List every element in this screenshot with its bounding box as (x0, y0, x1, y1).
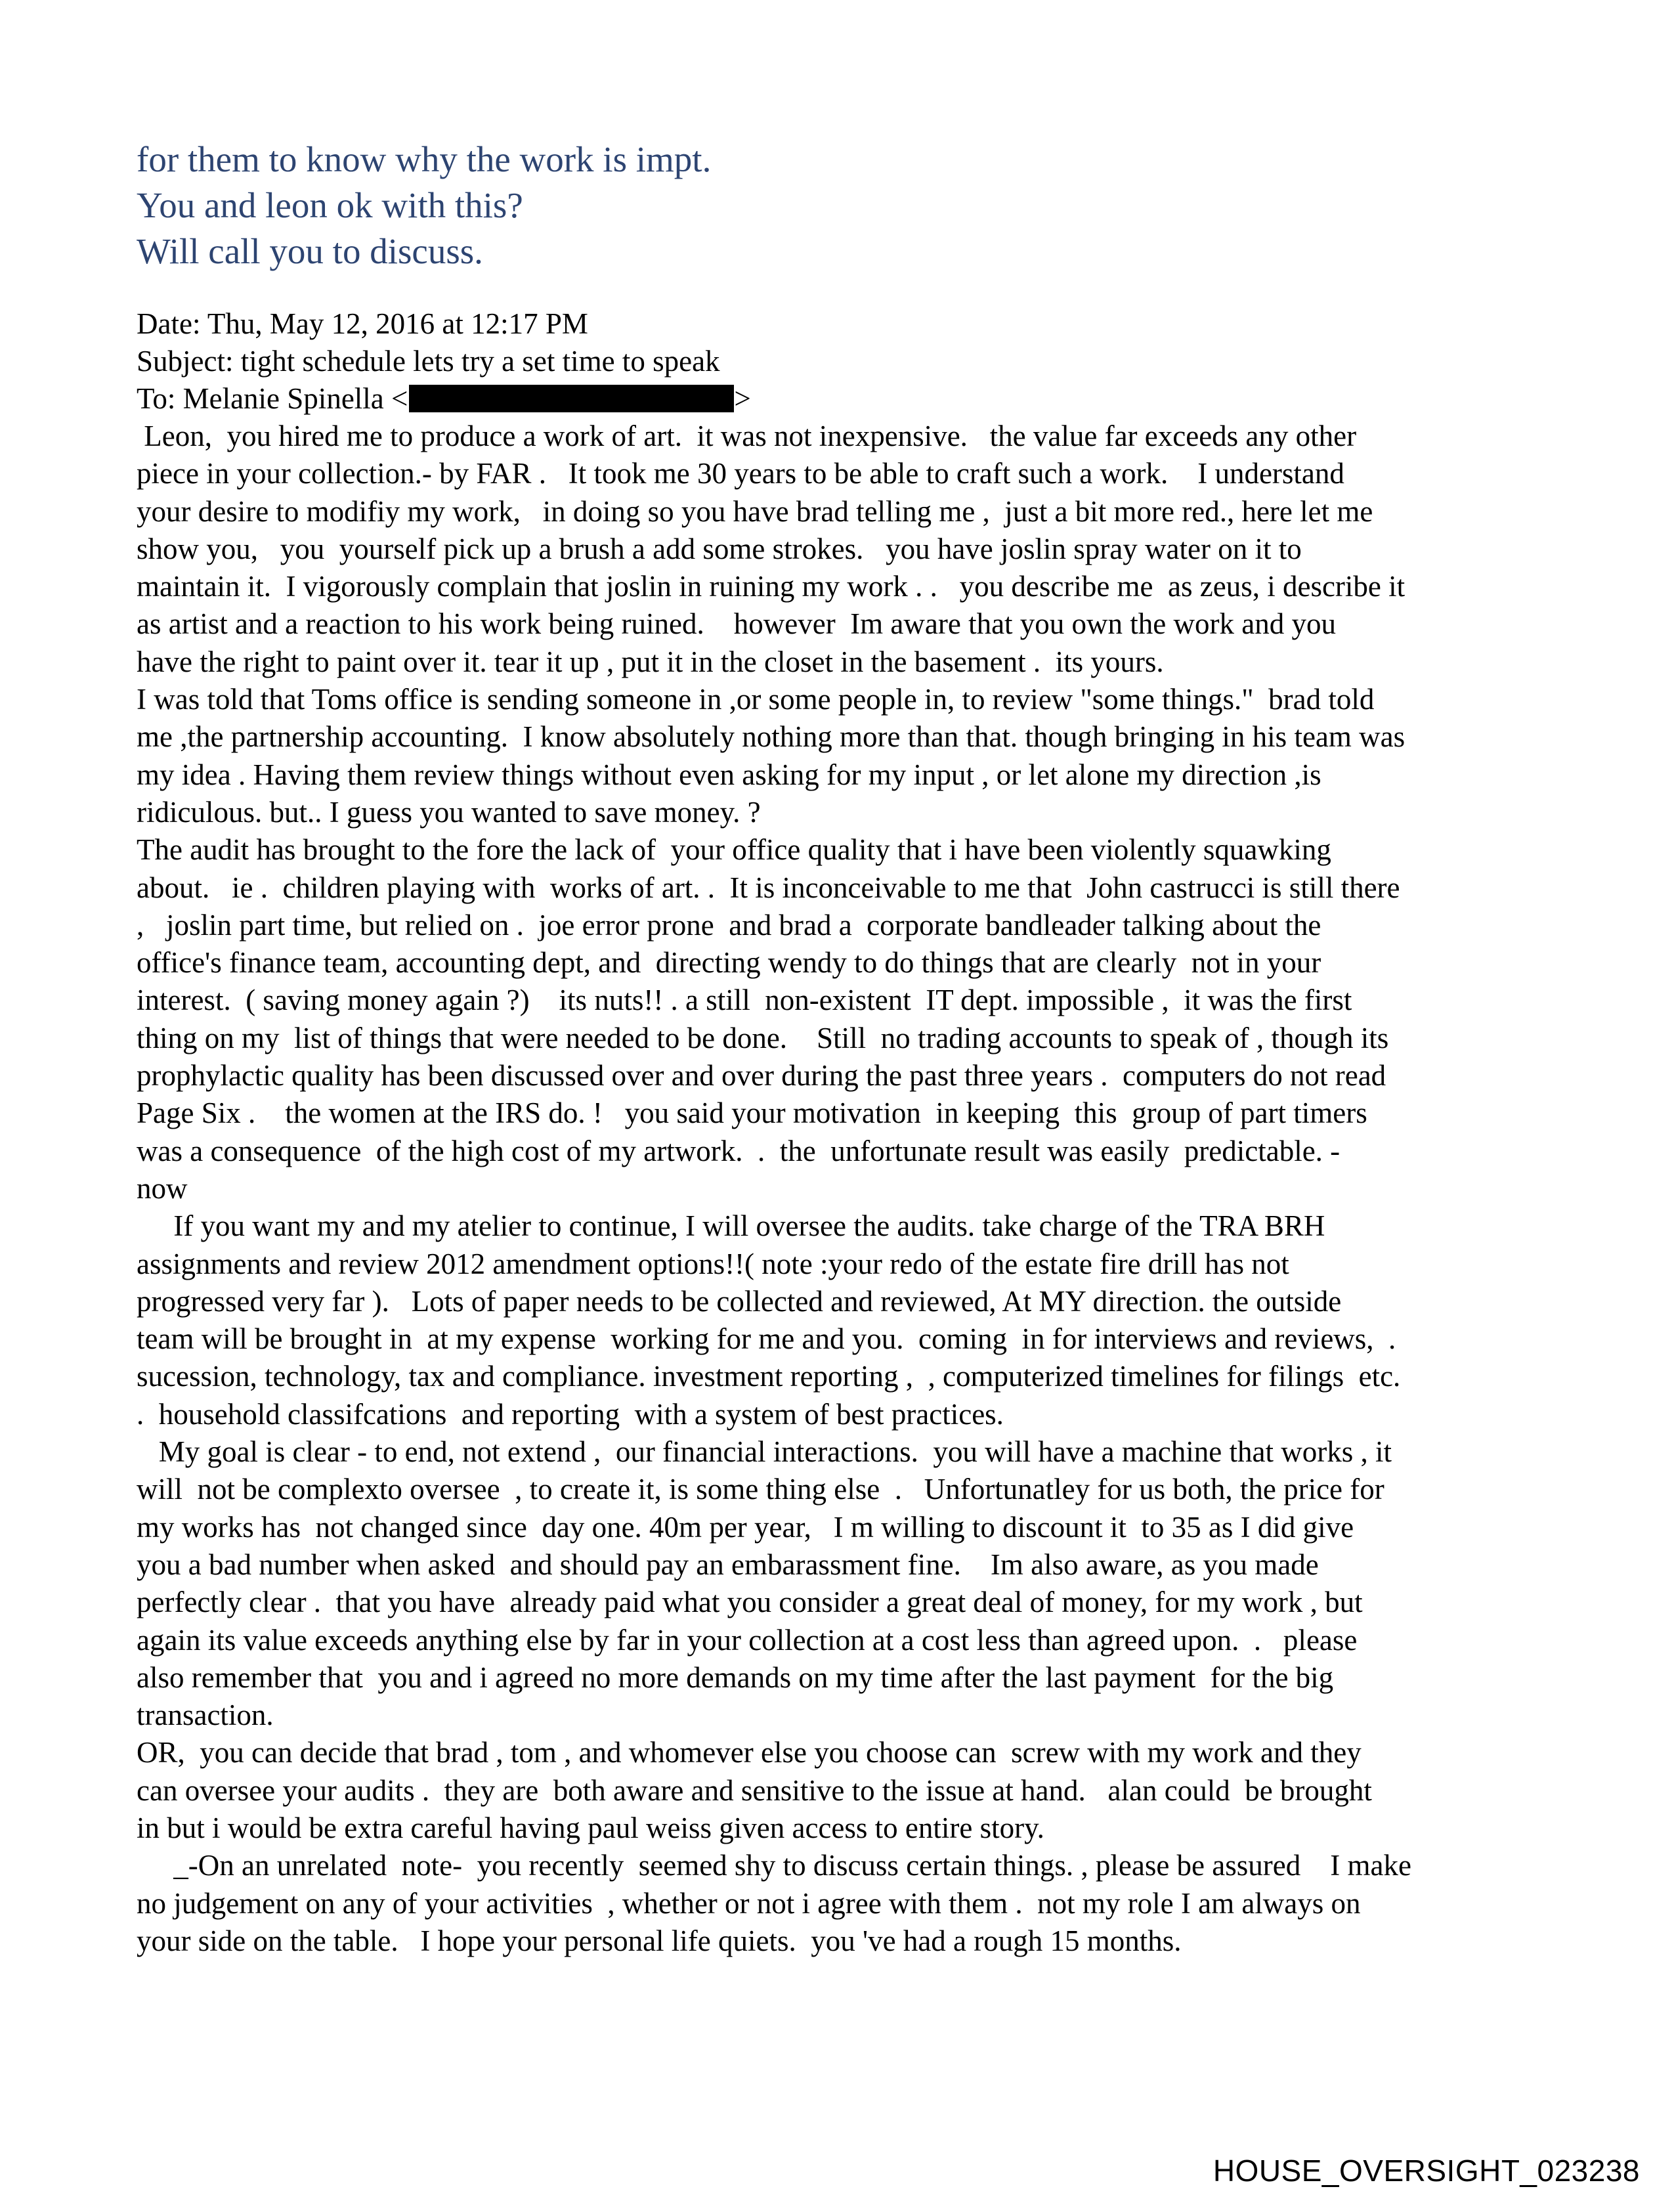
email-body (137, 418, 1541, 1960)
body-line: about. ie . children playing with works of art. . It is inconceivable to me that John castrucci is still there (137, 871, 1400, 904)
body-line: progressed very far ). Lots of paper needs to be collected and reviewed, At MY direction. the outside (137, 1284, 1342, 1318)
subject-line: Subject: tight schedule lets try a set time to speak (137, 345, 720, 378)
body-line: OR, you can decide that brad , tom , and whomever else you choose can screw with my work and they (137, 1736, 1362, 1769)
body-line: _-On an unrelated note- you recently seemed shy to discuss certain things. , please be assured I make (137, 1849, 1411, 1882)
to-line (137, 380, 1528, 418)
reply-line: You and leon ok with this? (137, 185, 523, 225)
body-line: thing on my list of things that were needed to be done. Still no trading accounts to speak of , though its (137, 1021, 1389, 1054)
date-line: Date: Thu, May 12, 2016 at 12:17 PM (137, 307, 588, 340)
body-line: prophylactic quality has been discussed over and over during the past three years . computers do not read (137, 1059, 1386, 1093)
body-line: transaction. (137, 1699, 274, 1732)
body-line: sucession, technology, tax and compliance. investment reporting , , computerized timelines for filings etc. (137, 1360, 1401, 1393)
body-line: you a bad number when asked and should pay an embarassment fine. Im also aware, as you made (137, 1548, 1319, 1581)
reply-line: Will call you to discuss. (137, 231, 483, 271)
body-line: now (137, 1171, 188, 1205)
body-line: my works has not changed since day one. 40m per year, I m willing to discount it to 35 as I did give (137, 1510, 1354, 1544)
body-line: my idea . Having them review things without even asking for my input , or let alone my direction ,is (137, 758, 1321, 791)
body-line: your side on the table. I hope your personal life quiets. you 've had a rough 15 months. (137, 1924, 1182, 1957)
reply-text (137, 137, 1515, 274)
body-line: Page Six . the women at the IRS do. ! you said your motivation in keeping this group of part timers (137, 1096, 1367, 1130)
body-line: also remember that you and i agreed no more demands on my time after the last payment for the big (137, 1660, 1334, 1694)
body-line: show you, you yourself pick up a brush a add some strokes. you have joslin spray water on it to (137, 532, 1302, 565)
body-line: have the right to paint over it. tear it up , put it in the closet in the basement . its yours. (137, 645, 1164, 678)
body-line: . household classifcations and reporting with a system of best practices. (137, 1397, 1004, 1431)
body-line: again its value exceeds anything else by far in your collection at a cost less than agreed upon. . please (137, 1623, 1358, 1657)
body-line: maintain it. I vigorously complain that joslin in ruining my work . . you describe me as zeus, i describe it (137, 570, 1406, 603)
to-suffix: > (734, 382, 751, 415)
body-line: perfectly clear . that you have already paid what you consider a great deal of money, for my work , but (137, 1586, 1363, 1619)
body-line: piece in your collection.- by FAR . It took me 30 years to be able to craft such a work. I understand (137, 457, 1344, 490)
body-line: If you want my and my atelier to continue, I will oversee the audits. take charge of the TRA BRH (137, 1209, 1325, 1243)
email-header (137, 305, 1528, 418)
body-line: assignments and review 2012 amendment options!!( note :your redo of the estate fire drill has not (137, 1247, 1289, 1280)
body-line: was a consequence of the high cost of my artwork. . the unfortunate result was easily predictable. - (137, 1134, 1341, 1167)
body-line: interest. ( saving money again ?) its nuts!! . a still non-existent IT dept. impossible , it was the first (137, 984, 1352, 1017)
body-line: me ,the partnership accounting. I know absolutely nothing more than that. though bringing in his team was (137, 720, 1406, 754)
body-line: will not be complexto oversee , to create it, is some thing else . Unfortunatley for us both, the price for (137, 1473, 1384, 1506)
body-line: no judgement on any of your activities , whether or not i agree with them . not my role I am always on (137, 1886, 1361, 1920)
body-line: , joslin part time, but relied on . joe error prone and brad a corporate bandleader talking about the (137, 908, 1321, 942)
body-line: team will be brought in at my expense working for me and you. coming in for interviews and reviews, . (137, 1322, 1396, 1356)
body-line: My goal is clear - to end, not extend , our financial interactions. you will have a machine that works , it (137, 1435, 1392, 1469)
body-line: The audit has brought to the fore the lack of your office quality that i have been violently squawking (137, 833, 1331, 867)
body-line: Leon, you hired me to produce a work of art. it was not inexpensive. the value far exceeds any other (137, 420, 1357, 452)
to-recipient: To: Melanie Spinella < (137, 382, 408, 415)
body-line: as artist and a reaction to his work being ruined. however Im aware that you own the work and you (137, 607, 1336, 641)
body-line: office's finance team, accounting dept, and directing wendy to do things that are clearly not in your (137, 946, 1321, 980)
body-line: I was told that Toms office is sending someone in ,or some people in, to review "some things." brad told (137, 683, 1375, 716)
body-line: in but i would be extra careful having paul weiss given access to entire story. (137, 1811, 1044, 1844)
body-line: your desire to modifiy my work, in doing so you have brad telling me , just a bit more red., here let me (137, 494, 1373, 528)
body-line: can oversee your audits . they are both aware and sensitive to the issue at hand. alan could be brought (137, 1773, 1372, 1807)
bates-stamp: HOUSE_OVERSIGHT_023238 (1213, 2154, 1640, 2188)
redaction-box (409, 385, 734, 412)
reply-line: for them to know why the work is impt. (137, 139, 712, 179)
body-line: ridiculous. but.. I guess you wanted to save money. ? (137, 795, 761, 829)
